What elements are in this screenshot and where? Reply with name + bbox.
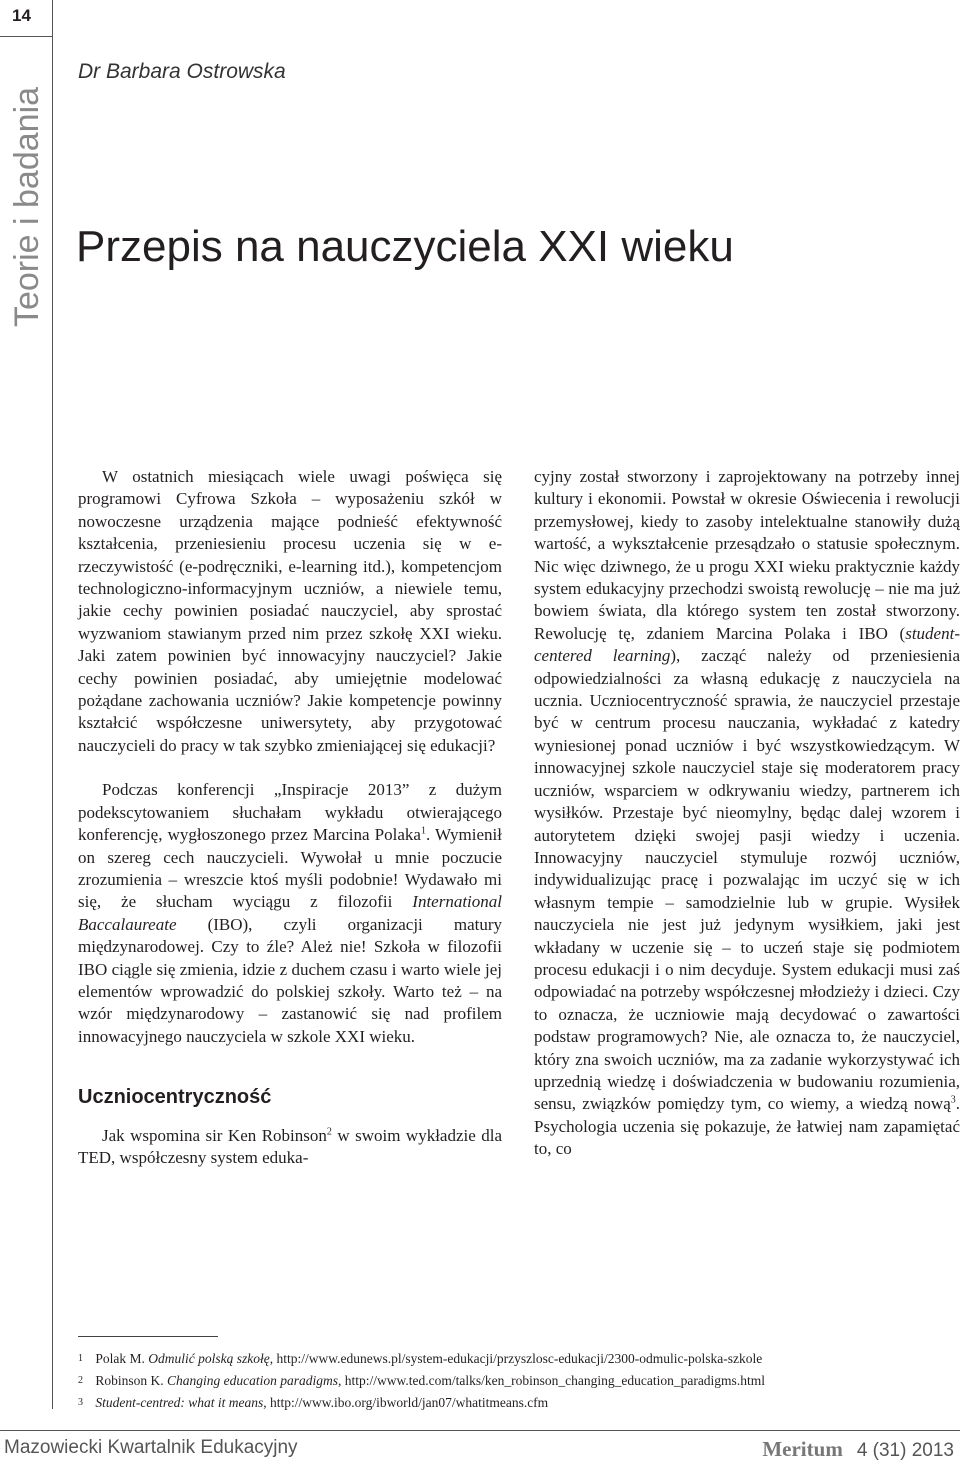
footnote-3: 3 Student-centred: what it means, http://www.ibo.org/ibworld/jan07/whatitmeans.cfm <box>78 1395 549 1410</box>
footnote-link-3[interactable]: , http://www.ibo.org/ibworld/jan07/whatitmeans.cfm <box>263 1395 549 1410</box>
paragraph-continuation: cyjny został stworzony i zaprojektowany na potrzeby innej kultury i ekonomii. Powstał w okresie Oświecenia i rewolucji przemysłowej, kiedy to zasoby intelektualne stanowiły dużą wartość, a wykształcenie przesądzało o statusie społecznym. Nic więc dziwnego, że u progu XXI wieku praktycznie każdy system edukacyjny przechodzi swoistą rewolucję – nie ma już bowiem świata, dla którego system ten został stworzony. Rewolucję tę, zdaniem Marcina Polaka i IBO (student-centered learning), zacząć należy od przeniesienia odpowiedzialności za własną edukację z nauczyciela na ucznia. Uczniocentryczność sprawia, że nauczyciel przestaje być w centrum procesu nauczania, wykładać z katedry wyniesionej ponad uczniów i być wszystkowiedzącym. W innowacyjnej szkole nauczyciel staje się moderatorem pracy uczniów, wsparciem w odkrywaniu wiedzy, partnerem ich wysiłków. Przestaje być nieomylny, będąc dalej wzorem i autorytetem dzięki swojej pasji wiedzy i uczenia. Innowacyjny nauczyciel stymuluje rozwój uczniów, indywidualizując pracę i pozwalając im uczyć się w ich własnym tempie – samodzielnie lub w grupie. Wysiłek nauczyciela nie jest już jedynym wysiłkiem, jaki jest wkładany w uczenie się – to uczeń staje się podmiotem procesu edukacji i o nim decyduje. System edukacji musi zaś odpowiadać na potrzeby współczesnej młodzieży i dzieci. Czy to oznacza, że uczniowie mają decydować o zawartości podstaw programowych? Nie, ale oznacza to, że nauczyciel, który zna swoich uczniów, ma za zadanie wykorzystywać ich uprzednią wiedzę i doświadczenia w budowaniu rozumienia, sensu, związków pomiędzy tym, co wiemy, a wiedzą nową$^3$. Psychologia uczenia się pokazuje, że łatwiej nam zapamiętać to, co <box>534 467 960 1159</box>
author-name: Dr Barbara Ostrowska <box>78 60 286 83</box>
journal-name: Mazowiecki Kwartalnik Edukacyjny <box>4 1437 298 1458</box>
right-column <box>534 466 960 1161</box>
section-label: Teorie i badania <box>8 86 46 328</box>
paragraph-conference: Podczas konferencji „Inspiracje 2013” z dużym podekscytowaniem słuchałam wykładu otwierającego konferencję, wygłoszonego przez Marcina Polaka$^1$. Wymienił on szereg cech nauczycieli. Wywołał u mnie poczucie zrozumienia – wreszcie ktoś myśli podobnie! Wydawało mi się, że słucham wyciągu z filozofii International Baccalaureate (IBO), czyli organizacji matury międzynarodowej. Czy to źle? Ależ nie! Szkoła w filozofii IBO ciągle się zmienia, idzie z duchem czasu i warto wiele jej elementów wprowadzić do polskiej szkoły. Warto też – na wzór międzynarodowy – zastanowić się nad profilem innowacyjnego nauczyciela w szkole XXI wieku. <box>78 780 502 1046</box>
footer-divider <box>0 1430 960 1431</box>
left-column <box>78 466 502 1169</box>
issue-number: 4 (31) 2013 <box>856 1440 954 1461</box>
footnote-link-2[interactable]: , http://www.ted.com/talks/ken_robinson_changing_education_paradigms.html <box>338 1373 765 1388</box>
footnote-2: 2 Robinson K. Changing education paradigms, http://www.ted.com/talks/ken_robinson_changing_education_paradigms.html <box>78 1373 765 1388</box>
brand-logo: Meritum <box>762 1437 843 1461</box>
footnote-ref-3[interactable]: 3 <box>950 1094 956 1106</box>
side-divider <box>52 36 53 1409</box>
footnote-link-1[interactable]: , http://www.edunews.pl/system-edukacji/przyszlosc-edukacji/2300-odmulic-polska-szkole <box>269 1351 763 1366</box>
footnote-divider <box>78 1336 218 1337</box>
paragraph-robinson: Jak wspomina sir Ken Robinson$^2$ w swoim wykładzie dla TED, współczesny system eduka- <box>78 1125 503 1167</box>
footer-issue <box>762 1437 954 1462</box>
footnote-ref-2[interactable]: 2 <box>326 1125 332 1137</box>
paragraph-intro: W ostatnich miesiącach wiele uwagi poświęca się programowi Cyfrowa Szkoła – wyposażeniu szkół w nowoczesne urządzenia mające podnieść efektywność kształcenia, przeniesieniu procesu uczenia się w e-rzeczywistość (e-podręczniki, e-learning itd.), kompetencjom technologiczno-informacyjnym uczniów, a niewiele temu, jakie cechy powinien posiadać nauczyciel, aby sprostać wyzwaniom stawianym przed nim przez szkołę XXI wieku. Jaki zatem powinien być innowacyjny nauczyciel? Jakie cechy powinien posiadać, aby umiejętnie modelować pożądane zachowania uczniów? Jakie kompetencje powinny kształcić współczesne uniwersytety, aby przygotować nauczycieli do pracy w tak szybko zmieniającej się edukacji? <box>78 467 502 755</box>
footnotes <box>78 1348 958 1414</box>
page-number: 14 <box>12 6 31 25</box>
footnote-ref-1[interactable]: 1 <box>420 825 426 837</box>
footnote-1: 1 Polak M. Odmulić polską szkołę, http://www.edunews.pl/system-edukacji/przyszlosc-edukacji/2300-odmulic-polska-szkole <box>78 1351 763 1366</box>
article-title: Przepis na nauczyciela XXI wieku <box>76 222 734 271</box>
section-subheading: Uczniocentryczność <box>78 1086 272 1109</box>
